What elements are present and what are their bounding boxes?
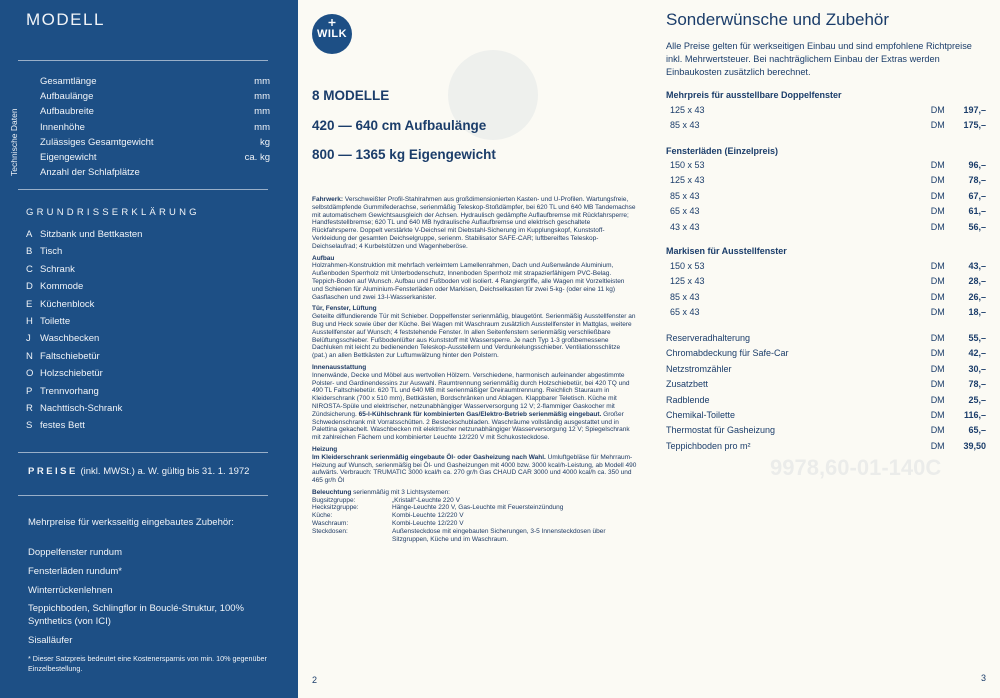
divider (18, 452, 268, 453)
weight-heading: 800 — 1365 kg Eigengewicht (312, 147, 496, 162)
price-intro: Alle Preise gelten für werkseitigen Einbau und sind empfohlene Richtpreise inkl. Mehrwertsteuer. Bei nachträglichem Einbau der Extras werden Einbaukosten zusätzlich berechnet. (666, 41, 972, 77)
price-cell (952, 290, 986, 305)
spec-unit: mm (254, 91, 270, 103)
extra-item: Doppelfenster rundum (28, 547, 122, 558)
price-value: 43,– (968, 261, 986, 271)
grundriss-item (26, 417, 142, 434)
currency-cell: DM (930, 206, 945, 217)
spec-label: Aufbaulänge (40, 91, 94, 103)
spec-row (40, 74, 270, 89)
specification-text (312, 196, 637, 543)
extra-item: Teppichboden, Schlingflor in Bouclé-Struktur, 100% Synthetics (von ICI) (28, 603, 244, 628)
price-cell (952, 204, 986, 219)
currency-cell: DM (930, 440, 945, 451)
innen-text: Innenwände, Decke und Möbel aus wertvollen Hölzern. Verschiedene, harmonisch aufeinander abgestimmte Polster- und Gardinendessins zur Auswahl. Raumtrennung serienmäßig durch Holzschiebetür, bei 420 TQ und 490 TL Faltschiebetür. 620 TL und 640 MB mit serienmäßiger Dreiraumtrennung. Reichlich Stauraum in Kleiderschrank (700 x 510 mm), Bettkästen, Bordschränken und Ablagen. Klappbarer Teletisch. Küche mit NIROSTA-Spüle und elektrischer, netzunabhängiger Wasserversorgung 12 V; 2-flammiger Gaskocher mit Zündsicherung. (312, 371, 630, 418)
divider (18, 495, 268, 496)
price-row (666, 189, 986, 204)
item-label: Chemikal-Toilette (666, 409, 736, 420)
grundriss-key: S (26, 420, 33, 432)
heizung-heading: Heizung (312, 445, 338, 453)
zubehoer-price-list (666, 331, 986, 454)
beleuchtung-fixture: Kombi-Leuchte 12/220 V (392, 520, 464, 528)
fahrwerk-lead: Fahrwerk: (312, 196, 344, 203)
grundriss-item (26, 261, 142, 278)
innen-heading: Innenausstattung (312, 363, 367, 371)
extra-item: Sisalläufer (28, 635, 73, 647)
size-cell: 125 x 43 (670, 175, 705, 186)
price-row (666, 331, 986, 346)
right-page (650, 0, 1000, 698)
price-cell (952, 189, 986, 204)
left-blue-panel (0, 0, 298, 698)
item-label: Radblende (666, 394, 710, 405)
grundriss-value: Waschbecken (40, 333, 100, 345)
price-value: 116,– (963, 409, 986, 420)
currency-cell: DM (930, 175, 945, 186)
fensterlaeden-table (666, 158, 986, 235)
grundriss-key: D (26, 281, 33, 293)
extras-list (28, 546, 278, 653)
spec-label: Gesamtlänge (40, 76, 97, 87)
grundriss-list (26, 226, 142, 435)
price-row (666, 362, 986, 377)
spec-label: Eigengewicht (40, 151, 97, 163)
grundriss-key: R (26, 402, 33, 414)
price-value: 78,– (968, 175, 986, 186)
preise-validity: (inkl. MWSt.) a. W. gültig bis 31. 1. 1972 (77, 466, 250, 477)
grundriss-value: Toilette (40, 315, 71, 327)
price-value: 30,– (968, 363, 986, 374)
currency-cell: DM (930, 409, 945, 420)
grundriss-item (26, 365, 142, 382)
grundriss-value: Tisch (40, 246, 63, 258)
heizung-text: Umluftgebläse für Mehrraum-Heizung auf Wunsch, serienmäßig bei Öl- und Gasheizungen mit 4000 bzw. 3000 kcal/h-Leistung, ab Modell 490 aufwärts. Verbrauch: TRUMATIC 3000 kcal/h ca. 270 gr/h Gas CHAUD CAR 3000 und 4000 kcal/h ca. 350 und 465 gr/h Öl (312, 453, 637, 485)
grundriss-key: P (26, 385, 33, 397)
page-number: 3 (980, 673, 986, 683)
price-row (666, 103, 986, 118)
item-label: Reserveradhalterung (666, 333, 751, 343)
item-label: Teppichboden pro m² (666, 440, 751, 451)
preise-line (28, 466, 249, 477)
grundriss-item (26, 243, 142, 260)
divider (18, 189, 268, 190)
size-cell: 125 x 43 (670, 105, 705, 115)
innen-text-2: Großer Schwedenschrank mit Vorratsschütten. 2 Besteckschubladen. Waschräume vollständig ausgestattet und in Palettina gekachelt. Waschbecken mit elektrischer netzunabhängiger Wasserversorgung 12 V; Spiegelschrank mit zahlreichen Fächern und kombinierter Leuchte 12/220 V mit Schukosteckdose. (312, 410, 630, 442)
sonderwuensche-title: Sonderwünsche und Zubehör (666, 10, 890, 29)
price-row (666, 408, 986, 423)
price-row (666, 290, 986, 305)
currency-cell: DM (930, 221, 945, 232)
spec-list (40, 74, 270, 180)
grundriss-key: O (26, 368, 34, 380)
grundriss-item (26, 278, 142, 295)
aufbau-heading: Aufbau (312, 254, 335, 262)
logo-text: WILK (316, 28, 348, 40)
mehrpreise-title: Mehrpreise für werksseitig eingebautes Zubehör: (28, 517, 234, 528)
grundriss-key: B (26, 246, 33, 258)
grundriss-value: Schrank (40, 263, 75, 275)
size-cell: 65 x 43 (670, 307, 700, 318)
grundriss-key: C (26, 263, 33, 275)
price-cell (952, 377, 986, 392)
spec-row (40, 120, 270, 135)
beleuchtung-fixture: Kombi-Leuchte 12/220 V (392, 512, 464, 520)
grundriss-value: Kommode (40, 281, 84, 293)
price-value: 61,– (968, 206, 986, 217)
item-label: Chromabdeckung für Safe-Car (666, 348, 789, 359)
price-cell (952, 158, 986, 173)
item-label: Zusatzbett (666, 379, 709, 390)
grundriss-title: GRUNDRISSERKLÄRUNG (26, 207, 200, 218)
price-row (666, 393, 986, 408)
currency-cell: DM (930, 105, 945, 115)
item-label: Thermostat für Gasheizung (666, 425, 776, 436)
beleuchtung-area: Küche: (312, 512, 333, 520)
spec-row (40, 165, 270, 180)
innen-bold: 65-l-Kühlschrank für kombinierten Gas/Elektro-Betrieb serienmäßig eingebaut. (356, 410, 602, 418)
middle-page (298, 0, 650, 698)
beleuchtung-intro: serienmäßig mit 3 Lichtsystemen: (351, 488, 450, 496)
spec-unit: ca. kg (244, 151, 270, 163)
spec-label: Anzahl der Schlafplätze (40, 167, 140, 179)
price-cell (952, 439, 986, 454)
fensterlaeden-heading: Fensterläden (Einzelpreis) (666, 146, 779, 156)
price-cell (952, 362, 986, 377)
beleuchtung-heading: Beleuchtung (312, 488, 352, 496)
spec-label: Zulässiges Gesamtgewicht (40, 136, 154, 148)
tuer-text: Geteilte diffundierende Tür mit Schieber. Doppelfenster serienmäßig, blaugetönt. Serienmäßig Ausstellfenster an Bug und Heck sowie über der Küche. Bei Wagen mit Waschraum zusätzlich Ausstellfenster in Mattglas, weitere Ausstellfenster auf Wunsch; 4 feststehende Fenster. In allen Seitenfenstern serienmäßig verschließbare Belüftungsschieber. Fußbodenlüfter aus Kunststoff mit Wassersperre. Je nach Typ 1-3 großbemessene Dachluken mit leicht zu bedienenden Teleskop-Ausstellern und Verdunkelungsschieber. Ventilationsschlitze (pat.) an allen Bettkästen zur Luftumwälzung hinter den Polstern. (312, 313, 636, 360)
beleuchtung-area: Bugsitzgruppe: (312, 496, 356, 504)
price-row (666, 259, 986, 274)
currency-cell: DM (930, 333, 945, 343)
size-cell: 43 x 43 (670, 221, 700, 232)
price-value: 56,– (968, 221, 986, 232)
length-heading: 420 — 640 cm Aufbaulänge (312, 118, 487, 133)
grundriss-key: J (26, 333, 31, 345)
extra-item: Fensterläden rundum* (28, 565, 122, 577)
doppelfenster-heading: Mehrpreis für ausstellbare Doppelfenster (666, 90, 842, 100)
grundriss-value: Küchenblock (40, 298, 95, 310)
price-row (666, 377, 986, 392)
grundriss-item (26, 313, 142, 330)
spec-row (40, 89, 270, 104)
beleuchtung-fixture: Hänge-Leuchte 220 V, Gas-Leuchte mit Feuersteinzündung (392, 504, 564, 512)
size-cell: 85 x 43 (670, 291, 700, 302)
tuer-heading: Tür, Fenster, Lüftung (312, 305, 377, 313)
price-row (666, 423, 986, 438)
beleuchtung-area: Hecksitzgruppe: (312, 504, 359, 512)
price-value: 78,– (968, 379, 986, 390)
spec-label: Aufbaubreite (40, 106, 94, 118)
grundriss-item (26, 348, 142, 365)
footnote: * Dieser Satzpreis bedeutet eine Kostenersparnis von min. 10% gegenüber Einzelbestellung. (28, 654, 267, 673)
logo-cross-icon (329, 19, 336, 26)
price-cell (952, 408, 986, 423)
grundriss-value: Trennvorhang (40, 385, 99, 397)
spec-row (40, 104, 270, 119)
price-value: 26,– (968, 291, 986, 302)
price-cell (952, 259, 986, 274)
price-row (666, 158, 986, 173)
price-cell (952, 423, 986, 438)
grundriss-key: N (26, 350, 33, 362)
grundriss-key: A (26, 229, 33, 240)
currency-cell: DM (930, 348, 945, 359)
grundriss-value: Faltschiebetür (40, 350, 100, 362)
grundriss-item (26, 296, 142, 313)
grundriss-value: Nachttisch-Schrank (40, 402, 123, 414)
markisen-table (666, 259, 986, 321)
price-value: 25,– (968, 394, 986, 405)
spec-unit: mm (254, 121, 270, 133)
spec-unit: mm (254, 106, 270, 118)
wilk-logo (312, 14, 352, 54)
price-row (666, 204, 986, 219)
price-row (666, 220, 986, 235)
price-cell (952, 305, 986, 320)
currency-cell: DM (930, 425, 945, 436)
size-cell: 150 x 53 (670, 160, 705, 170)
preise-label: PREISE (28, 466, 78, 477)
price-value: 197,– (963, 105, 986, 115)
grundriss-item (26, 383, 142, 400)
price-row (666, 118, 986, 133)
bleed-through-print: 9978,60-01-140C (770, 455, 942, 480)
beleuchtung-list (312, 497, 637, 544)
currency-cell: DM (930, 291, 945, 302)
price-cell (952, 274, 986, 289)
grundriss-key: E (26, 298, 33, 310)
currency-cell: DM (930, 379, 945, 390)
markisen-heading: Markisen für Ausstellfenster (666, 246, 787, 256)
price-value: 55,– (968, 333, 986, 343)
price-cell (952, 393, 986, 408)
size-cell: 150 x 53 (670, 261, 705, 271)
page-number: 2 (312, 675, 318, 685)
models-heading: 8 MODELLE (312, 88, 390, 103)
beleuchtung-area: Waschraum: (312, 520, 349, 528)
price-cell (952, 331, 986, 346)
beleuchtung-fixture: Außensteckdose mit eingebauten Sicherungen, 3-5 Innensteckdosen über Sitzgruppen, Küche und im Waschraum. (392, 527, 606, 543)
price-value: 67,– (968, 190, 986, 201)
heizung-bold: Im Kleiderschrank serienmäßig eingebaute Öl- oder Gasheizung nach Wahl. (312, 453, 546, 461)
spec-row (40, 150, 270, 165)
currency-cell: DM (930, 394, 945, 405)
spec-unit: mm (254, 76, 270, 87)
currency-cell: DM (930, 363, 945, 374)
size-cell: 65 x 43 (670, 206, 700, 217)
price-cell (952, 103, 986, 118)
price-row (666, 274, 986, 289)
beleuchtung-fixture: „Kristall“-Leuchte 220 V (392, 496, 460, 504)
spec-row (40, 135, 270, 150)
modell-title: MODELL (26, 10, 105, 29)
divider (18, 60, 268, 61)
currency-cell: DM (930, 307, 945, 318)
grundriss-item (26, 226, 142, 243)
size-cell: 85 x 43 (670, 190, 700, 201)
currency-cell: DM (930, 276, 945, 287)
currency-cell: DM (930, 190, 945, 201)
grundriss-value: Sitzbank und Bettkasten (40, 229, 143, 240)
extra-item: Winterrückenlehnen (28, 584, 113, 596)
price-cell (952, 173, 986, 188)
grundriss-key: H (26, 315, 33, 327)
size-cell: 85 x 43 (670, 120, 700, 131)
size-cell: 125 x 43 (670, 276, 705, 287)
currency-cell: DM (930, 261, 945, 271)
currency-cell: DM (930, 160, 945, 170)
grundriss-value: festes Bett (40, 420, 85, 432)
spec-unit: kg (259, 136, 270, 148)
spec-label: Innenhöhe (40, 121, 85, 133)
currency-cell: DM (930, 120, 945, 131)
price-value: 65,– (968, 425, 986, 436)
price-value: 39,50 (963, 440, 986, 451)
grundriss-item (26, 330, 142, 347)
price-value: 42,– (968, 348, 986, 359)
beleuchtung-area: Steckdosen: (312, 527, 348, 535)
price-cell (952, 118, 986, 133)
price-row (666, 346, 986, 361)
item-label: Netzstromzähler (666, 363, 732, 374)
doppelfenster-table (666, 103, 986, 134)
price-cell (952, 220, 986, 235)
price-row (666, 173, 986, 188)
aufbau-text: Holzrahmen-Konstruktion mit mehrfach verleimtem Lamellenrahmen, Dach und Außenwände Aluminium, Außenboden Sperrholz mit Unterbodenschutz, Innenboden Sperrholz mit strapazierfähigem PVC-Belag. Teppich-Boden auf Wunsch. Aufbau und Fußboden voll isoliert. 4 Rangiergriffe, alle Wagen mit Vorzeltleisten und Schienen für Aluminium-Fensterläden oder Markisen, Deichselkasten für zwei 5-kg- (oder eine 11 kg) Gasflaschen und zwei 13-l-Wasserkanister. (312, 262, 625, 301)
price-row (666, 439, 986, 454)
grundriss-item (26, 400, 142, 417)
technische-daten-label: Technische Daten (9, 108, 19, 176)
price-cell (952, 346, 986, 361)
price-value: 28,– (968, 276, 986, 287)
grundriss-value: Holzschiebetür (40, 368, 103, 380)
price-row (666, 305, 986, 320)
price-value: 175,– (963, 120, 986, 131)
price-value: 96,– (968, 160, 986, 170)
fahrwerk-text: Verschweißter Profil-Stahlrahmen aus großdimensionierten Kasten- und U-Profilen. Wartungsfreie, selbstdämpfende Gummifederachse, serienmäßig Teleskop-Stoßdämpfer, bei 620 TL und 640 MB Tandemachse mit automatischem Gewichtsausgleich der Achsen. Hydraulisch gedämpfte Auflaufbremse mit Rückfahrsperre; Handfeststellbremse; 620 TL und 640 MB hydraulische Auflaufbremse und elektrisch geschaltete Rückfahrsperre. Doppelt verstärkte V-Deichsel mit Diebstahl-Sicherung im Kupplungskopf, Kunststoff-Verkleidung der gesamten Deichselgruppe, serienm. Stabilisator SAFE-CAR; luftbereiftes Teleskop-Deichselaufrad; 4 Kurbelstützen und Wagenheberöse. (312, 196, 636, 250)
price-value: 18,– (968, 307, 986, 318)
